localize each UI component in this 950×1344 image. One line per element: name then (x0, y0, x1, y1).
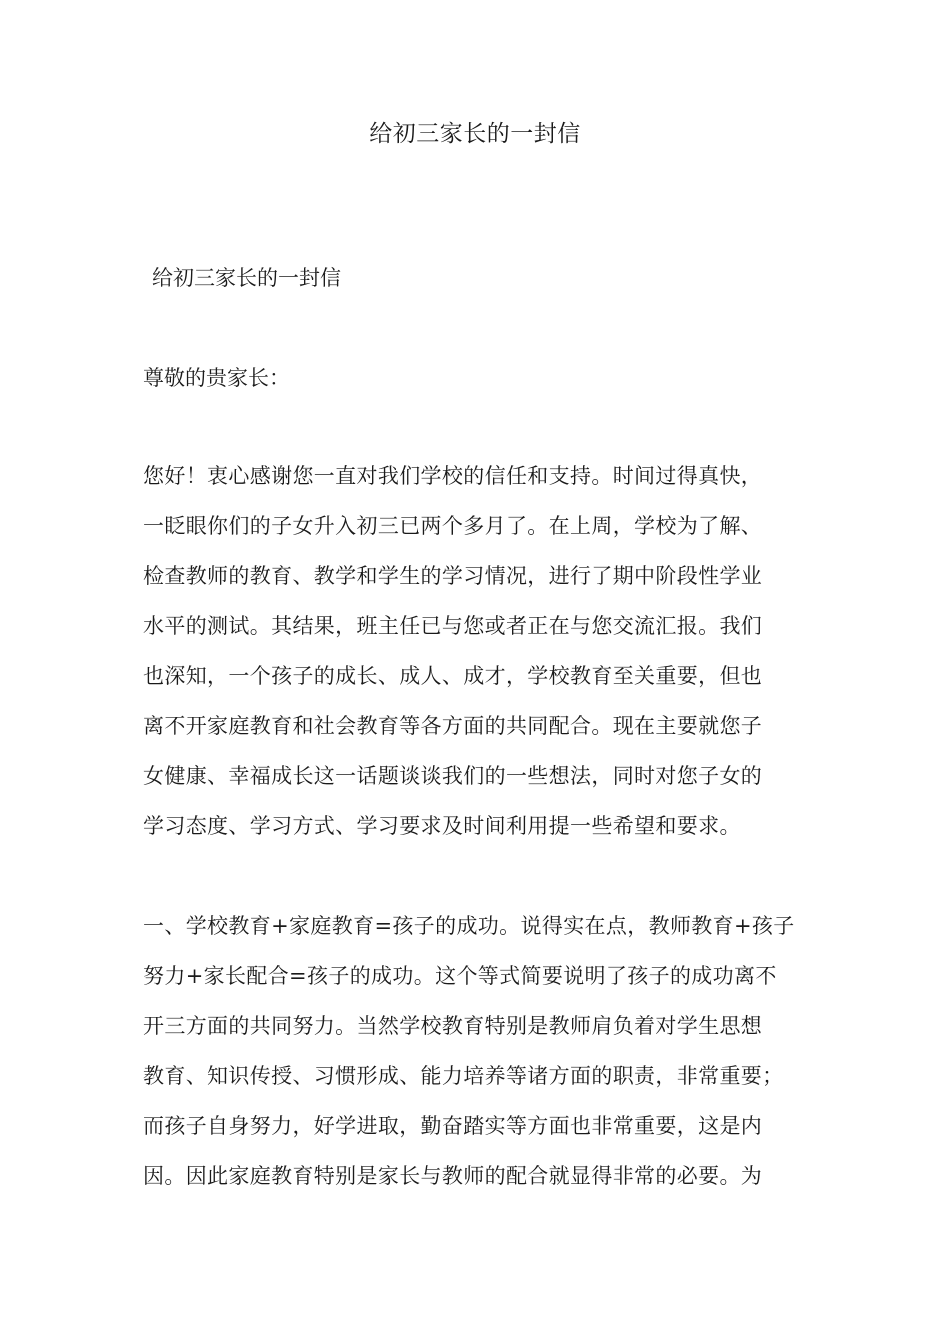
paragraph-line: 检查教师的教育、教学和学生的学习情况，进行了期中阶段性学业 (143, 564, 763, 588)
paragraph-section-one (143, 901, 813, 1201)
paragraph-line: 水平的测试。其结果，班主任已与您或者正在与您交流汇报。我们 (143, 614, 763, 638)
paragraph-line: 教育、知识传授、习惯形成、能力培养等诸方面的职责，非常重要； (143, 1064, 784, 1088)
letter-heading: 给初三家长的一封信 (152, 266, 341, 290)
paragraph-line: 而孩子自身努力，好学进取，勤奋踏实等方面也非常重要，这是内 (143, 1114, 763, 1138)
paragraph-line: 开三方面的共同努力。当然学校教育特别是教师肩负着对学生思想 (143, 1014, 763, 1038)
salutation: 尊敬的贵家长： (143, 366, 290, 390)
paragraph-greeting (143, 451, 813, 851)
paragraph-line: 您好！衷心感谢您一直对我们学校的信任和支持。时间过得真快， (143, 464, 763, 488)
paragraph-line: 学习态度、学习方式、学习要求及时间利用提一些希望和要求。 (143, 814, 741, 838)
paragraph-line: 一、学校教育+家庭教育=孩子的成功。说得实在点，教师教育+孩子 (143, 914, 795, 938)
document-title: 给初三家长的一封信 (369, 121, 581, 147)
paragraph-line: 女健康、幸福成长这一话题谈谈我们的一些想法，同时对您子女的 (143, 764, 763, 788)
paragraph-line: 因。因此家庭教育特别是家长与教师的配合就显得非常的必要。为 (143, 1164, 763, 1188)
paragraph-line: 一眨眼你们的子女升入初三已两个多月了。在上周，学校为了解、 (143, 514, 763, 538)
paragraph-line: 也深知，一个孩子的成长、成人、成才，学校教育至关重要，但也 (143, 664, 763, 688)
paragraph-line: 离不开家庭教育和社会教育等各方面的共同配合。现在主要就您子 (143, 714, 763, 738)
paragraph-line: 努力+家长配合=孩子的成功。这个等式简要说明了孩子的成功离不 (143, 964, 777, 988)
